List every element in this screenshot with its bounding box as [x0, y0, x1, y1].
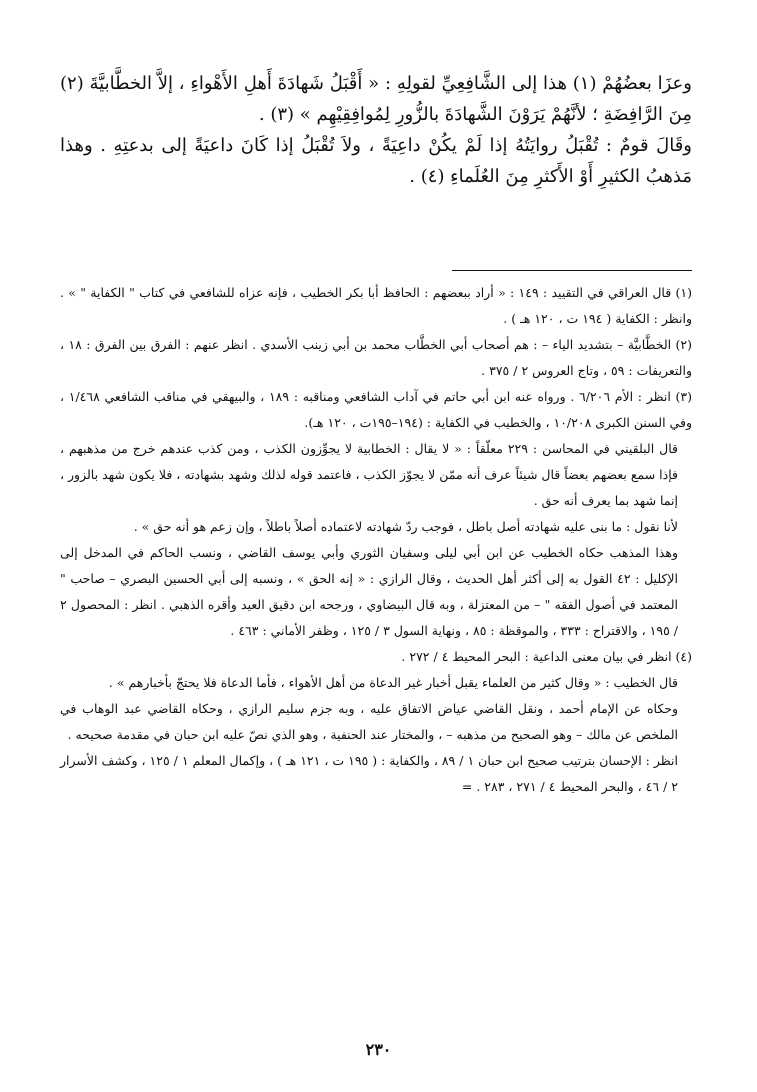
footnote-continuation: قال البلقيني في المحاسن : ٢٢٩ معلّقاً : « لا يقال : الخطابية لا يجوِّزون الكذب ، ومن كذب عندهم خرج من مذهبهم ، فإذا سمع بعضهم بعضاً قال شيئاً عرف أنه ممّن لا يجوّز الكذب ، فاعتمد قوله لذلك وشهد بشهادته ، فلا يكون شهد بالزور ، إنما شهد بما يعرف أنه حق . — [60, 441, 678, 508]
main-text — [60, 68, 692, 192]
footnote-continuation: قال الخطيب : « وقال كثير من العلماء يقبل أخبار غير الدعاة من أهل الأهواء ، فأما الدعاة فلا يحتجّ بأخبارهم » . — [108, 675, 678, 690]
footnote-separator — [452, 270, 692, 271]
footnotes — [60, 280, 692, 800]
main-paragraph: وعزَا بعضُهُمْ (١) هذا إلى الشَّافِعِيِّ لقولِهِ : « أَقْبَلُ شَهادَةَ أَهلِ الأَهْواءِ ، إلاَّ الخطَّابيَّةَ (٢) مِنَ الرَّافِضَةِ ؛ لأنَّهُمْ يَرَوْنَ الشَّهادَةَ بالزُّورِ لِمُوافِقِيْهِم » (٣) . — [60, 73, 692, 125]
main-paragraph: وقَالَ قومٌ : تُقْبَلُ روايَتُهُ إذا لَمْ يكُنْ داعِيَةً ، ولاَ تُقْبَلُ إذا كَانَ داعيَةً إلى بدعتِهِ . وهذا مَذهبُ الكثيرِ أَوْ الأَكثرِ مِنَ العُلَماءِ (٤) . — [60, 135, 692, 187]
footnote-continuation: لأنا نقول : ما بنى عليه شهادته أصل باطل ، فوجب ردّ شهادته لاعتماده أصلاً باطلاً ، وإن زعم هو أنه حق » . — [133, 519, 678, 534]
page-number: ٢٣٠ — [365, 1040, 392, 1059]
footnote-continuation: وهذا المذهب حكاه الخطيب عن ابن أبي ليلى وسفيان الثوري وأبي يوسف القاضي ، ونسب الحاكم في المدخل إلى الإكليل : ٤٢ القول به إلى أكثر أهل الحديث ، وقال الرازي : « إنه الحق » ، ونسبه إلى أبي الحسين البصري – صاحب " المعتمد في أصول الفقه " – من المعتزلة ، وبه قال البيضاوي ، ورجحه ابن دقيق العيد وأقره الذهبي . انظر : المحصول ٢ / ١٩٥ ، والاقتراح : ٣٣٣ ، والموقظة : ٨٥ ، ونهاية السول ٣ / ١٢٥ ، وظفر الأماني : ٤٦٣ . — [60, 545, 679, 638]
footnote: (٣) انظر : الأم ٦/٢٠٦ . ورواه عنه ابن أبي حاتم في آداب الشافعي ومناقبه : ١٨٩ ، والبيهقي في مناقب الشافعي ١/٤٦٨ ، وفي السنن الكبرى ١٠/٢٠٨ ، والخطيب في الكفاية : (١٩٤–١٩٥ت ، ١٢٠ هـ). — [60, 389, 692, 430]
footnote: (١) قال العراقي في التقييد : ١٤٩ : « أراد ببعضهم : الحافظ أبا بكر الخطيب ، فإنه عزاه للشافعي في كتاب " الكفاية " » . وانظر : الكفاية ( ١٩٤ ت ، ١٢٠ هـ ) . — [60, 285, 693, 326]
footnote-continuation: وحكاه عن الإمام أحمد ، ونقل القاضي عياض الاتفاق عليه ، وبه جزم سليم الرازي ، وحكاه القاضي عبد الوهاب في الملخص عن مالك – وهو الصحيح من مذهبه – ، والمختار عند الحنفية ، وهو الذي نصّ عليه ابن حبان في مقدمة صحيحه . — [60, 701, 678, 742]
footnote: (٤) انظر في بيان معنى الداعية : البحر المحيط ٤ / ٢٧٢ . — [401, 649, 692, 664]
footnote-continuation: انظر : الإحسان بترتيب صحيح ابن حبان ١ / ٨٩ ، والكفاية : ( ١٩٥ ت ، ١٢١ هـ ) ، وإكمال المعلم ١ / ١٢٥ ، وكشف الأسرار ٢ / ٤٦ ، والبحر المحيط ٤ / ٢٧١ ، ٢٨٣ . = — [60, 753, 678, 794]
footnote: (٢) الخطَّابيَّة – بتشديد الياء – : هم أصحاب أبي الخطَّاب محمد بن أبي زينب الأسدي . انظر عنهم : الفرق بين الفرق : ١٨ ، والتعريفات : ٥٩ ، وتاج العروس ٢ / ٣٧٥ . — [60, 337, 692, 378]
